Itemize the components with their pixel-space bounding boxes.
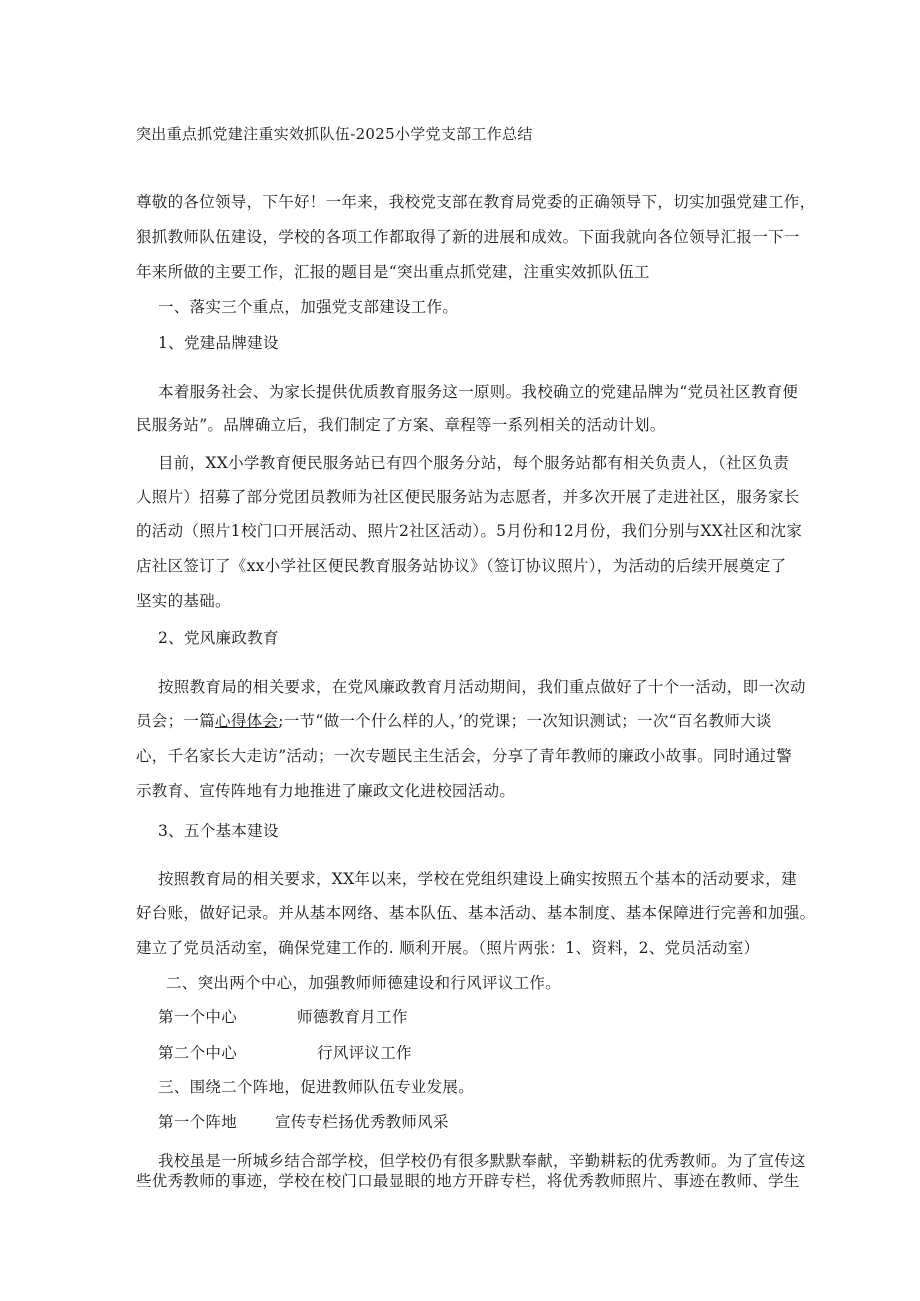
intro-line-1: 尊敬的各位领导，下午好！一年来，我校党支部在教育局党委的正确领导下，切实加强党建工作， [136, 193, 816, 211]
paragraph-4-line-1: 按照教育局的相关要求，XX年以来，学校在党组织建设上确实按照五个基本的活动要求，建 [158, 870, 797, 888]
front-row-1 [158, 1112, 449, 1132]
intro-line-2: 狠抓教师队伍建设，学校的各项工作都取得了新的进展和成效。下面我就向各位领导汇报一下一 [136, 228, 800, 246]
document-title: 突出重点抓党建注重实效抓队伍-2025小学党支部工作总结 [136, 125, 533, 143]
paragraph-2-line-5: 坚实的基础。 [136, 592, 231, 610]
paragraph-3-line-2-post: ;一节“做一个什么样的人，’的党课；一次知识测试；一次“百名教师大谈 [278, 712, 772, 730]
paragraph-2-line-4: 店社区签订了《xx小学社区便民教育服务站协议》（签订协议照片），为活动的后续开展奠定了 [136, 557, 787, 575]
paragraph-3-line-4: 示教育、宣传阵地有力地推进了廉政文化进校园活动。 [136, 782, 516, 800]
paragraph-1-line-2: 民服务站”。品牌确立后，我们制定了方案、章程等一系列相关的活动计划。 [136, 416, 666, 434]
paragraph-3-line-2-pre: 员会；一篇 [136, 712, 216, 730]
front-1-label: 第一个阵地 [158, 1113, 238, 1131]
paragraph-2-line-2: 人照片）招募了部分党团员教师为社区便民服务站为志愿者，并多次开展了走进社区，服务家长 [136, 488, 800, 506]
paragraph-3-line-3: 心，千名家长大走访”活动；一次专题民主生活会，分享了青年教师的廉政小故事。同时通过警 [136, 747, 793, 765]
center-row-1 [158, 1007, 408, 1027]
intro-line-3: 年来所做的主要工作，汇报的题目是“突出重点抓党建，注重实效抓队伍工 [136, 263, 650, 281]
section-heading-2: 二、突出两个中心，加强教师师德建设和行风评议工作。 [166, 974, 562, 992]
paragraph-1-line-1: 本着服务社会、为家长提供优质教育服务这一原则。我校确立的党建品牌为“党员社区教育便 [158, 383, 799, 401]
front-1-value: 宣传专栏扬优秀教师风采 [275, 1113, 449, 1131]
paragraph-5-line-1: 我校虽是一所城乡结合部学校，但学校仍有很多默默奉献，辛勤耕耘的优秀教师。为了宣传这 [158, 1152, 806, 1170]
insight-link[interactable]: 心得体会 [215, 712, 279, 730]
subheading-1: 1、党建品牌建设 [158, 334, 279, 352]
paragraph-2-line-3: 的活动（照片1校门口开展活动、照片2社区活动）。5月份和12月份，我们分别与XX社区和沈家 [136, 522, 803, 540]
subheading-2: 2、党风廉政教育 [158, 629, 279, 647]
center-2-label: 第二个中心 [158, 1044, 238, 1062]
center-1-value: 师德教育月工作 [297, 1008, 408, 1026]
section-heading-3: 三、围绕二个阵地，促进教师队伍专业发展。 [158, 1078, 475, 1096]
center-2-value: 行风评议工作 [317, 1044, 412, 1062]
paragraph-5-line-2: 些优秀教师的事迹，学校在校门口最显眼的地方开辟专栏，将优秀教师照片、事迹在教师、学生 [136, 1172, 800, 1190]
subheading-3: 3、五个基本建设 [158, 822, 279, 840]
paragraph-4-line-3: 建立了党员活动室，确保党建工作的. 顺利开展。（照片两张：1、资料，2、党员活动室） [136, 939, 760, 957]
paragraph-4-line-2: 好台账，做好记录。并从基本网络、基本队伍、基本活动、基本制度、基本保障进行完善和加强。 [136, 904, 816, 922]
paragraph-3-line-1: 按照教育局的相关要求，在党风廉政教育月活动期间，我们重点做好了十个一活动，即一次动 [158, 678, 806, 696]
center-row-2 [158, 1043, 412, 1063]
paragraph-2-line-1: 目前，XX小学教育便民服务站已有四个服务分站，每个服务站都有相关负责人，（社区负责 [158, 454, 790, 472]
section-heading-1: 一、落实三个重点，加强党支部建设工作。 [158, 298, 459, 316]
center-1-label: 第一个中心 [158, 1008, 238, 1026]
paragraph-3-line-2 [136, 711, 772, 731]
